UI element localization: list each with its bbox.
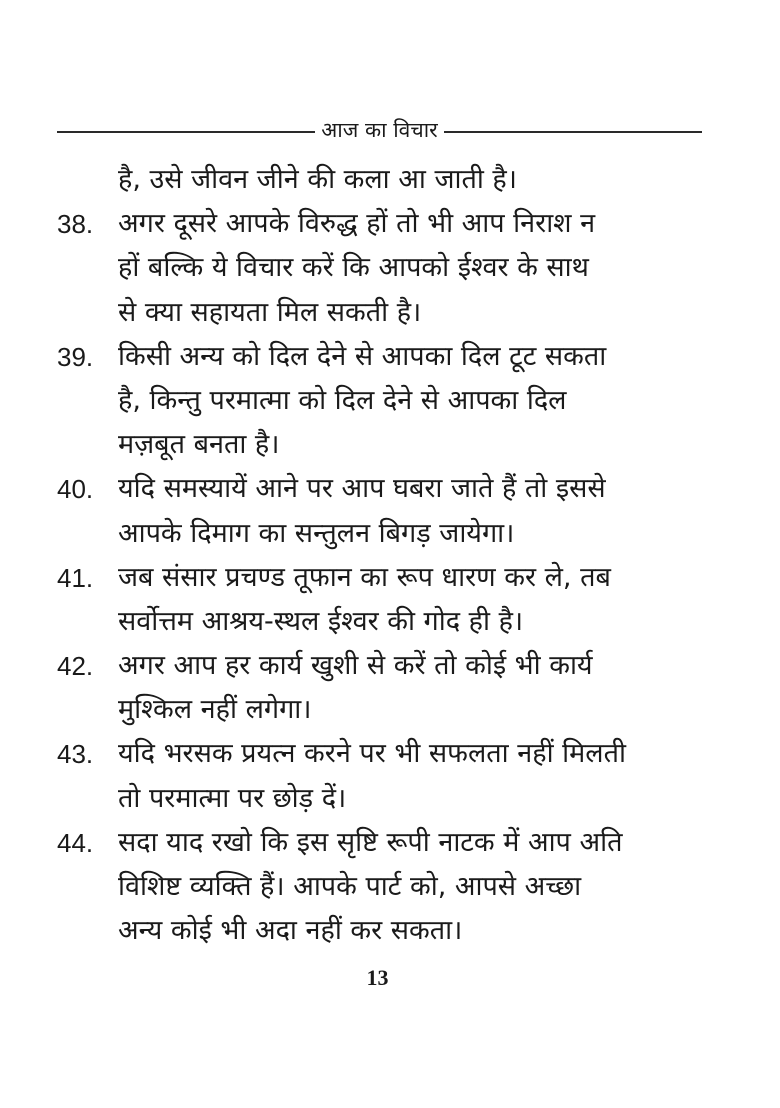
item-text-line: है, किन्तु परमात्मा को दिल देने से आपका दिल: [118, 384, 567, 416]
page-body: [57, 158, 707, 953]
list-item-42: [57, 644, 707, 732]
item-number: 42.: [57, 651, 94, 682]
list-item-41: [57, 556, 707, 644]
item-text-line: तो परमात्मा पर छोड़ दें।: [118, 782, 347, 814]
item-number: 41.: [57, 562, 94, 593]
item-number: 43.: [57, 739, 94, 770]
item-text-line: अन्य कोई भी अदा नहीं कर सकता।: [118, 915, 463, 947]
item-text-line: जब संसार प्रचण्ड तूफान का रूप धारण कर ले, तब: [118, 561, 611, 593]
running-header: [57, 112, 702, 148]
item-number: 40.: [57, 474, 94, 505]
list-item-43: [57, 732, 707, 820]
item-text-line: अगर दूसरे आपके विरुद्ध हों तो भी आप निराश न: [118, 208, 596, 240]
item-number: 44.: [57, 827, 94, 858]
item-text-line: सर्वोत्तम आश्रय-स्थल ईश्वर की गोद ही है।: [118, 605, 524, 637]
list-item-38: [57, 202, 707, 335]
list-item-44: [57, 821, 707, 954]
page-number: 13: [366, 965, 389, 990]
item-text-line: मज़बूत बनता है।: [118, 429, 280, 461]
item-text-line: विशिष्ट व्यक्ति हैं। आपके पार्ट को, आपसे अच्छा: [118, 871, 582, 902]
item-text-line: अगर आप हर कार्य खुशी से करें तो कोई भी कार्य: [118, 650, 593, 682]
item-number: 39.: [57, 341, 94, 372]
item-text-line: किसी अन्य को दिल देने से आपका दिल टूट सकता: [118, 340, 607, 372]
item-number: 38.: [57, 209, 94, 240]
item-text-line: यदि समस्यायें आने पर आप घबरा जाते हैं तो इससे: [118, 473, 606, 505]
item-text-line: सदा याद रखो कि इस सृष्टि रूपी नाटक में आप अति: [118, 826, 623, 858]
header-rule-left: [57, 131, 315, 133]
header-title: आज का विचार: [321, 118, 438, 142]
item-text-line: यदि भरसक प्रयत्न करने पर भी सफलता नहीं मिलती: [118, 738, 626, 770]
item-text-line: से क्या सहायता मिल सकती है।: [118, 296, 422, 328]
item-text-line: आपके दिमाग का सन्तुलन बिगड़ जायेगा।: [118, 517, 515, 549]
item-text-line: हों बल्कि ये विचार करें कि आपको ईश्वर के साथ: [118, 252, 589, 284]
header-rule-right: [444, 131, 702, 133]
list-item-40: [57, 467, 707, 555]
item-text-line: मुश्किल नहीं लगेगा।: [118, 694, 312, 726]
list-item-39: [57, 335, 707, 468]
continuation-line: है, उसे जीवन जीने की कला आ जाती है।: [118, 164, 518, 195]
